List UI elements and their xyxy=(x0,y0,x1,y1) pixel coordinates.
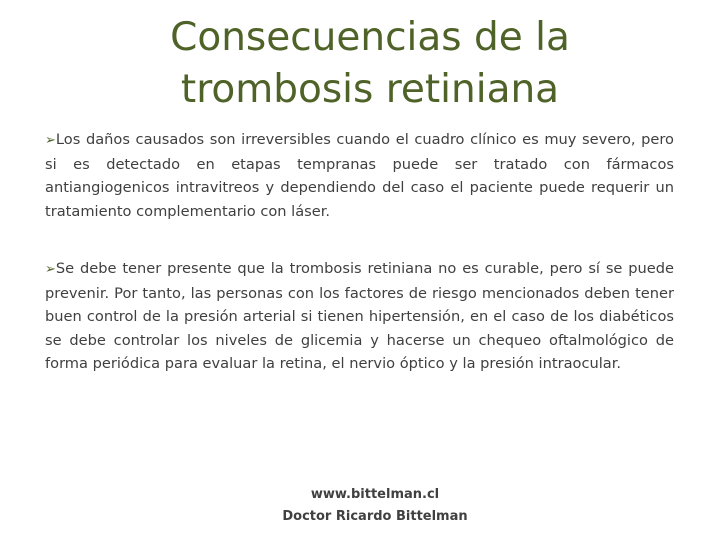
paragraph-1 xyxy=(45,128,674,223)
arrow-bullet-icon: ➢ xyxy=(45,262,56,277)
footer-url: www.bittelman.cl xyxy=(310,487,440,502)
arrow-bullet-icon: ➢ xyxy=(45,133,56,148)
slide-title xyxy=(150,12,590,116)
paragraph-2 xyxy=(45,257,674,376)
title-line-1: Consecuencias de la xyxy=(170,15,570,60)
paragraph-1-text: Los daños causados son irreversibles cuando el cuadro clínico es muy severo, pero si es detectado en etapas tempranas puede ser tratado con fármacos antiangiogenicos intravitreos y dependiendo del caso el paciente puede requerir un tratamiento complementario con láser. xyxy=(45,131,674,220)
paragraph-2-text: Se debe tener presente que la trombosis retiniana no es curable, pero sí se puede prevenir. Por tanto, las personas con los factores de riesgo mencionados deben tener buen control de la presión arterial si tienen hipertensión, en el caso de los diabéticos se debe controlar los niveles de glicemia y hacerse un chequeo oftalmológico de forma periódica para evaluar la retina, el nervio óptico y la presión intraocular. xyxy=(45,260,674,372)
title-line-2: trombosis retiniana xyxy=(180,67,560,112)
footer-name: Doctor Ricardo Bittelman xyxy=(282,509,468,524)
footer xyxy=(250,484,500,528)
